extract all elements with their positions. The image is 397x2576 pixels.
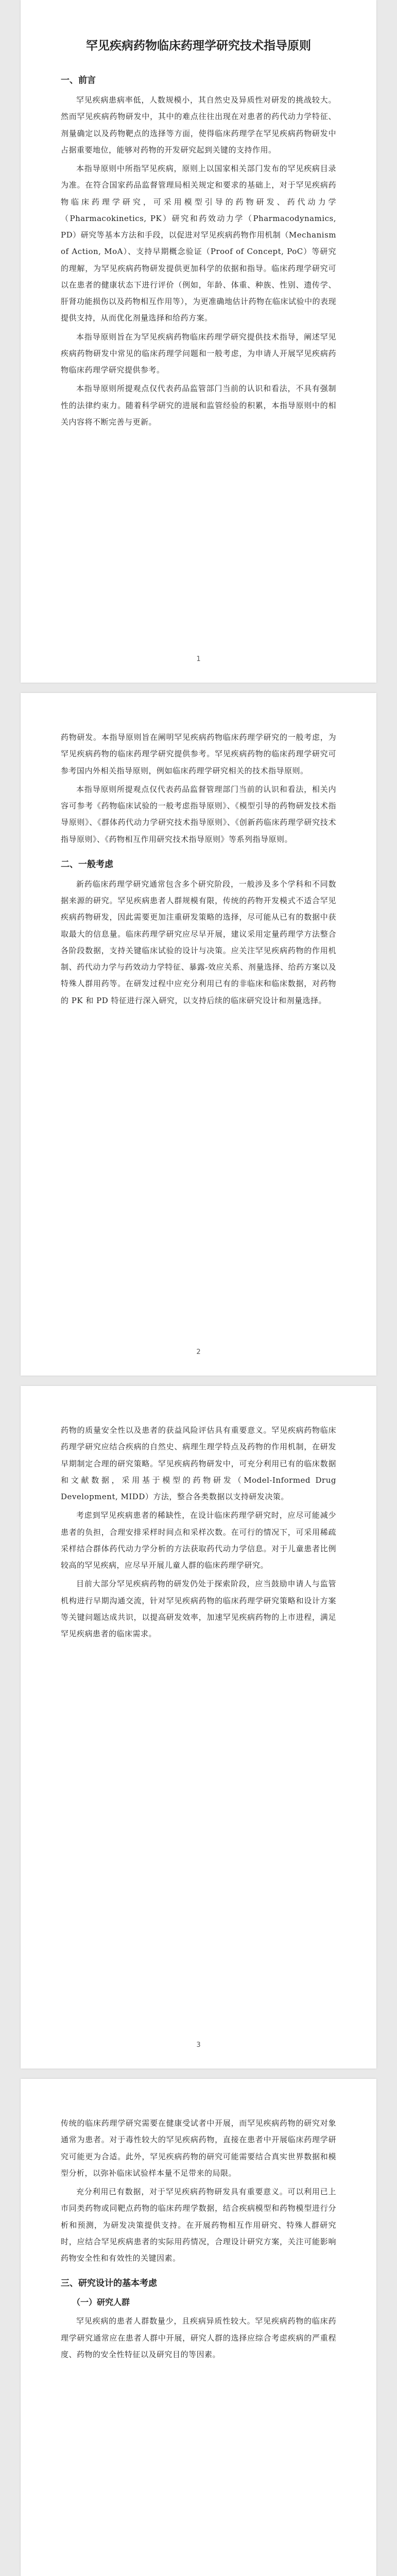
- paragraph: 药物的质量安全性以及患者的获益风险评估具有重要意义。罕见疾病药物临床药理学研究应结合疾病的自然史、病理生理学特点及药物的作用机制，在研发早期制定合理的研究策略。罕见疾病药物研发中，可充分利用已有的临床数据和文献数据，采用基于模型的药物研发（Model-Informed Drug Development, MIDD）方法，整合各类数据以支持研发决策。: [61, 1426, 336, 1501]
- subsection-heading: （一）研究人群: [72, 2297, 130, 2308]
- page-content: [61, 729, 336, 1009]
- page-content: [61, 1422, 336, 1642]
- paragraph: 罕见疾病患病率低，人数规模小，其自然史及异质性对研发的挑战较大。然而罕见疾病药物研发中，其中的难点往往出现在对患者的药代动力学特征、剂量确定以及药物靶点的选择等方面，使得临床药理学在罕见疾病药物研发中占据重要地位，能够对药物的开发研究起到关键的支持作用。: [61, 95, 336, 155]
- paragraph: 罕见疾病的患者人群数量少，且疾病异质性较大。罕见疾病药物的临床药理学研究通常应在患者人群中开展，研究人群的选择应综合考虑疾病的严重程度、药物的安全性特征以及研究目的等因素。: [61, 2316, 336, 2359]
- document-title: 罕见疾病药物临床药理学研究技术指导原则: [86, 39, 311, 53]
- paragraph: 考虑到罕见疾病患者的稀缺性，在设计临床药理学研究时，应尽可能减少患者的负担，合理安排采样时间点和采样次数。在可行的情况下，可采用稀疏采样结合群体药代动力学分析的方法获取药代动力学信息。对于儿童患者比例较高的罕见疾病，应尽早开展儿童人群的临床药理学研究。: [61, 1511, 336, 1570]
- page-number: 3: [196, 2041, 201, 2049]
- document-page: [21, 693, 376, 1376]
- document-page: [21, 2079, 376, 2576]
- paragraph: 本指导原则所提观点仅代表药品监督管理部门当前的认识和看法，相关内容可参考《药物临床试验的一般考虑指导原则》、《模型引导的药物研发技术指导原则》、《群体药代动力学研究技术指导原则》、《创新药临床药理学研究技术指导原则》、《药物相互作用研究技术指导原则》等系列指导原则。: [61, 784, 336, 844]
- paragraph: 新药临床药理学研究通常包含多个研究阶段，一般涉及多个学科和不同数据来源的研究。罕见疾病患者人群规模有限，传统的药物开发模式不适合罕见疾病药物研发，因此需要更加注重研发策略的选择，尽可能从已有的数据中获取最大的信息量。临床药理学研究应尽早开展，建议采用定量药理学方法整合各阶段数据，支持关键临床试验的设计与决策。应关注罕见疾病药物的作用机制、药代动力学与药效动力学特征、暴露-效应关系、剂量选择、给药方案以及特殊人群用药等。在研发过程中应充分利用已有的非临床和临床数据，对药物的 PK 和 PD 特征进行深入研究，以支持后续的临床研究设计和剂量选择。: [61, 879, 336, 1005]
- paragraph: 本指导原则中所指罕见疾病，原则上以国家相关部门发布的罕见疾病目录为准。在符合国家药品监督管理局相关规定和要求的基础上，对于罕见疾病药物临床药理学研究，可采用模型引导的药物研发、药代动力学（Pharmacokinetics, PK）研究和药效动力学（Pharmacodynamics, PD）研究等基本方法和手段，以促进对罕见疾病药物作用机制（Mechanism of Action, MoA）、支持早期概念验证（Proof of Concept, PoC）等研究的理解，为罕见疾病药物研发提供更加科学的依据和指导。临床药理学研究可以在患者的健康状态下进行评价（例如，年龄、体重、种族、性别、遗传学、肝肾功能损伤以及药物相互作用等），为更准确地估计药物在临床试验中的表现提供支持，从而优化剂量选择和给药方案。: [61, 164, 337, 323]
- section-heading: 二、一般考虑: [61, 859, 113, 870]
- page-content: [61, 2115, 336, 2363]
- section-heading: 一、前言: [61, 75, 96, 86]
- paragraph: 本指导原则所提观点仅代表药品监管部门当前的认识和看法，不具有强制性的法律约束力。随着科学研究的进展和监管经验的积累，本指导原则中的相关内容将不断完善与更新。: [61, 384, 336, 427]
- paragraph: 充分利用已有数据，对于罕见疾病药物研发具有重要意义。可以利用已上市同类药物或同靶点药物的临床药理学数据，结合疾病模型和药物模型进行分析和预测，为研发决策提供支持。在开展药物相互作用研究、特殊人群研究时，应结合罕见疾病患者的实际用药情况，合理设计研究方案，关注可能影响药物安全性和有效性的关键因素。: [61, 2187, 336, 2263]
- page-number: 2: [196, 1348, 201, 1356]
- page-content: [61, 73, 336, 430]
- paragraph: 目前大部分罕见疾病药物的研发仍处于探索阶段，应当鼓励申请人与监管机构进行早期沟通交流，针对罕见疾病药物的临床药理学研究策略和设计方案等关键问题达成共识，以提高研发效率，加速罕见疾病药物的上市进程，满足罕见疾病患者的临床需求。: [61, 1579, 336, 1638]
- paragraph: 本指导原则旨在为罕见疾病药物临床药理学研究提供技术指导，阐述罕见疾病药物研发中常见的临床药理学问题和一般考虑，为申请人开展罕见疾病药物临床药理学研究提供参考。: [61, 332, 336, 375]
- document-page: [21, 0, 376, 683]
- document-page: [21, 1386, 376, 2069]
- page-number: 1: [196, 655, 201, 663]
- paragraph: 药物研发。本指导原则旨在阐明罕见疾病药物临床药理学研究的一般考虑，为罕见疾病药物的临床药理学研究提供参考。罕见疾病药物的临床药理学研究可参考国内外相关指导原则，例如临床药理学研究相关的技术指导原则。: [61, 733, 336, 775]
- section-heading: 三、研究设计的基本考虑: [61, 2278, 157, 2289]
- paragraph: 传统的临床药理学研究需要在健康受试者中开展，而罕见疾病药物的研究对象通常为患者。对于毒性较大的罕见疾病药物，直接在患者中开展临床药理学研究可能更为合适。此外，罕见疾病药物的研究可能需要结合真实世界数据和模型分析，以弥补临床试验样本量不足带来的局限。: [61, 2119, 336, 2178]
